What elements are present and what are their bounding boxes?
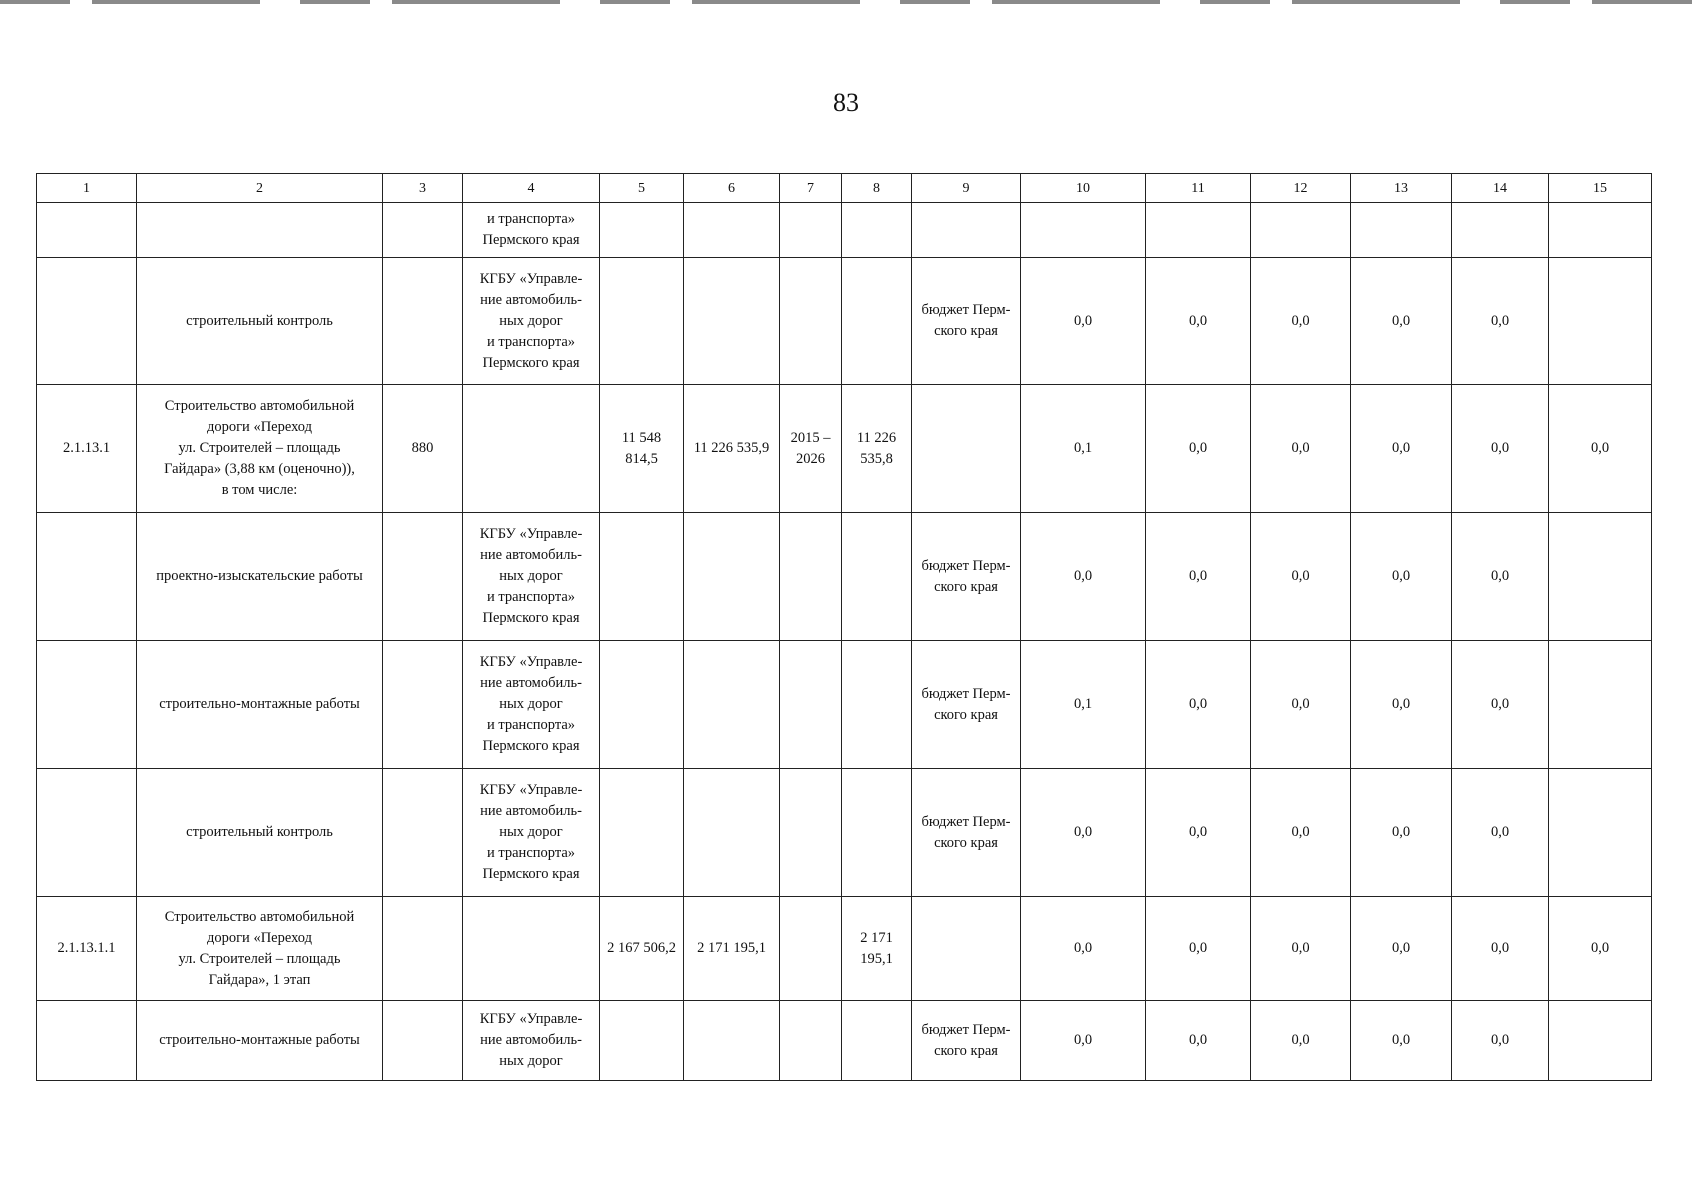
table-cell-col-2: строительный контроль	[137, 258, 383, 385]
table-cell-col-1	[37, 769, 137, 897]
table-row	[37, 1001, 1652, 1081]
table-cell-col-1	[37, 1001, 137, 1081]
table-cell-col-9: бюджет Перм- ского края	[912, 769, 1021, 897]
column-header: 8	[842, 174, 912, 203]
table-cell-col-10: 0,0	[1021, 1001, 1146, 1081]
table-cell-col-9: бюджет Перм- ского края	[912, 1001, 1021, 1081]
column-header: 9	[912, 174, 1021, 203]
table-cell-col-2: строительно-монтажные работы	[137, 641, 383, 769]
column-header: 4	[463, 174, 600, 203]
table-cell-col-10: 0,1	[1021, 385, 1146, 513]
budget-table	[36, 173, 1652, 1081]
table-row	[37, 641, 1652, 769]
table-cell-col-4	[463, 385, 600, 513]
table-cell-col-7	[780, 897, 842, 1001]
table-cell-col-8	[842, 258, 912, 385]
table-cell-col-14: 0,0	[1452, 641, 1549, 769]
table-cell-col-14: 0,0	[1452, 513, 1549, 641]
table-cell-col-13: 0,0	[1351, 897, 1452, 1001]
column-header: 1	[37, 174, 137, 203]
table-cell-col-11: 0,0	[1146, 513, 1251, 641]
table-cell-col-12: 0,0	[1251, 385, 1351, 513]
table-cell-col-7	[780, 258, 842, 385]
column-header: 6	[684, 174, 780, 203]
table-cell-col-13: 0,0	[1351, 641, 1452, 769]
table-cell-col-5: 2 167 506,2	[600, 897, 684, 1001]
table-cell-col-10: 0,0	[1021, 258, 1146, 385]
table-row	[37, 897, 1652, 1001]
table-cell-col-3	[383, 897, 463, 1001]
table-cell-col-4: и транспорта» Пермского края	[463, 203, 600, 258]
table-cell-col-6	[684, 641, 780, 769]
table-cell-col-6	[684, 1001, 780, 1081]
table-cell-col-14: 0,0	[1452, 769, 1549, 897]
table-cell-col-10: 0,0	[1021, 513, 1146, 641]
page-number: 83	[833, 88, 859, 117]
table-cell-col-13	[1351, 203, 1452, 258]
table-cell-col-2: строительно-монтажные работы	[137, 1001, 383, 1081]
table-cell-col-10	[1021, 203, 1146, 258]
table-cell-col-8	[842, 769, 912, 897]
table-cell-col-4: КГБУ «Управле- ние автомобиль- ных дорог и транспорта» Пермского края	[463, 641, 600, 769]
table-cell-col-1	[37, 513, 137, 641]
column-header: 2	[137, 174, 383, 203]
column-header: 12	[1251, 174, 1351, 203]
table-cell-col-13: 0,0	[1351, 769, 1452, 897]
table-cell-col-9	[912, 897, 1021, 1001]
table-cell-col-5	[600, 1001, 684, 1081]
table-cell-col-13: 0,0	[1351, 1001, 1452, 1081]
table-cell-col-9	[912, 385, 1021, 513]
column-header: 10	[1021, 174, 1146, 203]
table-cell-col-15	[1549, 1001, 1652, 1081]
table-cell-col-6: 2 171 195,1	[684, 897, 780, 1001]
table-cell-col-14	[1452, 203, 1549, 258]
table-cell-col-14: 0,0	[1452, 897, 1549, 1001]
table-cell-col-7: 2015 – 2026	[780, 385, 842, 513]
table-cell-col-2: Строительство автомобильной дороги «Переход ул. Строителей – площадь Гайдара», 1 этап	[137, 897, 383, 1001]
table-cell-col-8	[842, 513, 912, 641]
table-cell-col-7	[780, 641, 842, 769]
table-cell-col-6	[684, 203, 780, 258]
table-cell-col-8	[842, 641, 912, 769]
table-cell-col-4: КГБУ «Управле- ние автомобиль- ных дорог и транспорта» Пермского края	[463, 513, 600, 641]
table-cell-col-1: 2.1.13.1	[37, 385, 137, 513]
table-cell-col-9: бюджет Перм- ского края	[912, 641, 1021, 769]
table-cell-col-5	[600, 769, 684, 897]
table-cell-col-2	[137, 203, 383, 258]
table-cell-col-10: 0,1	[1021, 641, 1146, 769]
column-header: 7	[780, 174, 842, 203]
table-cell-col-13: 0,0	[1351, 385, 1452, 513]
column-header: 13	[1351, 174, 1452, 203]
table-cell-col-3	[383, 258, 463, 385]
table-cell-col-6	[684, 513, 780, 641]
table-cell-col-3	[383, 203, 463, 258]
column-header: 11	[1146, 174, 1251, 203]
table-row	[37, 258, 1652, 385]
table-cell-col-4: КГБУ «Управле- ние автомобиль- ных дорог и транспорта» Пермского края	[463, 769, 600, 897]
table-cell-col-7	[780, 769, 842, 897]
table-row	[37, 203, 1652, 258]
table-cell-col-5	[600, 258, 684, 385]
table-cell-col-12: 0,0	[1251, 897, 1351, 1001]
table-cell-col-7	[780, 203, 842, 258]
table-cell-col-13: 0,0	[1351, 258, 1452, 385]
table-cell-col-1: 2.1.13.1.1	[37, 897, 137, 1001]
table-cell-col-12: 0,0	[1251, 1001, 1351, 1081]
table-cell-col-8	[842, 1001, 912, 1081]
table-cell-col-5	[600, 513, 684, 641]
table-cell-col-15	[1549, 769, 1652, 897]
table-cell-col-4: КГБУ «Управле- ние автомобиль- ных дорог и транспорта» Пермского края	[463, 258, 600, 385]
column-header: 15	[1549, 174, 1652, 203]
table-cell-col-8: 11 226 535,8	[842, 385, 912, 513]
table-row	[37, 513, 1652, 641]
table-cell-col-3	[383, 513, 463, 641]
scan-top-edge	[0, 0, 1692, 4]
table-cell-col-15	[1549, 203, 1652, 258]
table-cell-col-2: Строительство автомобильной дороги «Переход ул. Строителей – площадь Гайдара» (3,88 км (оценочно)), в том числе:	[137, 385, 383, 513]
table-cell-col-1	[37, 203, 137, 258]
table-cell-col-4	[463, 897, 600, 1001]
table-cell-col-14: 0,0	[1452, 385, 1549, 513]
table-cell-col-11: 0,0	[1146, 641, 1251, 769]
table-cell-col-12	[1251, 203, 1351, 258]
table-cell-col-15	[1549, 641, 1652, 769]
table-cell-col-2: строительный контроль	[137, 769, 383, 897]
table-cell-col-11: 0,0	[1146, 385, 1251, 513]
table-cell-col-8: 2 171 195,1	[842, 897, 912, 1001]
table-cell-col-10: 0,0	[1021, 897, 1146, 1001]
column-header: 5	[600, 174, 684, 203]
table-cell-col-2: проектно-изыскательские работы	[137, 513, 383, 641]
table-cell-col-6	[684, 258, 780, 385]
table-cell-col-5: 11 548 814,5	[600, 385, 684, 513]
table-cell-col-11: 0,0	[1146, 769, 1251, 897]
table-cell-col-11: 0,0	[1146, 258, 1251, 385]
table-cell-col-4: КГБУ «Управле- ние автомобиль- ных дорог	[463, 1001, 600, 1081]
table-cell-col-15	[1549, 513, 1652, 641]
table-cell-col-12: 0,0	[1251, 769, 1351, 897]
table-cell-col-12: 0,0	[1251, 258, 1351, 385]
table-cell-col-14: 0,0	[1452, 1001, 1549, 1081]
table-cell-col-15: 0,0	[1549, 897, 1652, 1001]
table-cell-col-9: бюджет Перм- ского края	[912, 513, 1021, 641]
column-header: 3	[383, 174, 463, 203]
table-cell-col-9	[912, 203, 1021, 258]
table-cell-col-8	[842, 203, 912, 258]
table-cell-col-3	[383, 1001, 463, 1081]
table-cell-col-5	[600, 203, 684, 258]
table-cell-col-12: 0,0	[1251, 641, 1351, 769]
table-cell-col-15	[1549, 258, 1652, 385]
table-cell-col-3: 880	[383, 385, 463, 513]
table-cell-col-1	[37, 258, 137, 385]
column-header: 14	[1452, 174, 1549, 203]
table-cell-col-15: 0,0	[1549, 385, 1652, 513]
table-cell-col-10: 0,0	[1021, 769, 1146, 897]
table-cell-col-12: 0,0	[1251, 513, 1351, 641]
table-cell-col-11	[1146, 203, 1251, 258]
table-cell-col-7	[780, 1001, 842, 1081]
table-cell-col-3	[383, 641, 463, 769]
table-cell-col-14: 0,0	[1452, 258, 1549, 385]
table-cell-col-7	[780, 513, 842, 641]
table-cell-col-9: бюджет Перм- ского края	[912, 258, 1021, 385]
table-cell-col-11: 0,0	[1146, 897, 1251, 1001]
table-cell-col-5	[600, 641, 684, 769]
table-cell-col-3	[383, 769, 463, 897]
table-row	[37, 385, 1652, 513]
table-cell-col-1	[37, 641, 137, 769]
table-cell-col-6	[684, 769, 780, 897]
table-cell-col-13: 0,0	[1351, 513, 1452, 641]
table-cell-col-6: 11 226 535,9	[684, 385, 780, 513]
column-number-row	[37, 174, 1652, 203]
table-row	[37, 769, 1652, 897]
table-cell-col-11: 0,0	[1146, 1001, 1251, 1081]
